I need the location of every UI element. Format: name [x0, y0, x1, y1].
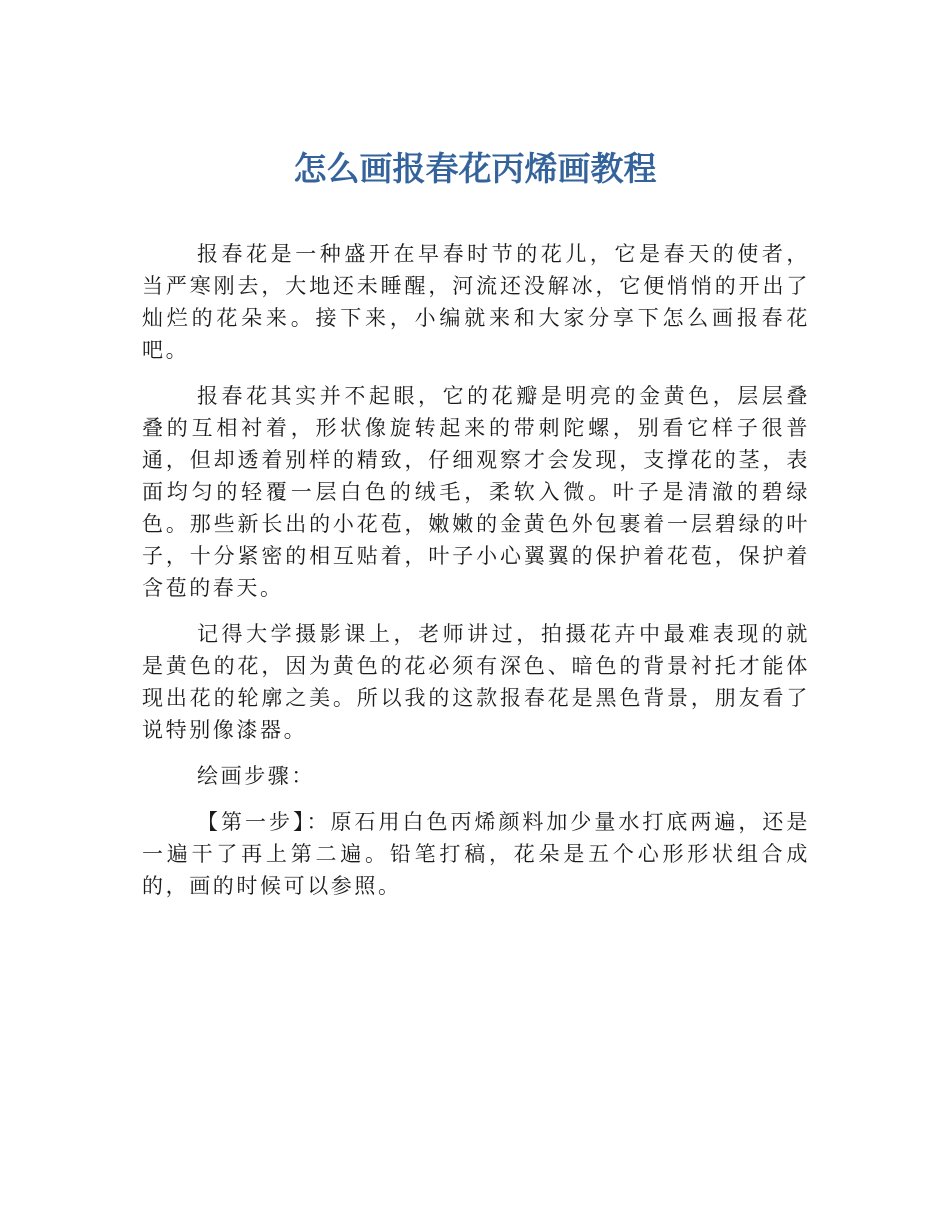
paragraph-step-one: 【第一步】：原石用白色丙烯颜料加少量水打底两遍，还是一遍干了再上第二遍。铅笔打稿，花朵是五个心形形状组合成的，画的时候可以参照。	[142, 810, 810, 898]
paragraph-steps-heading: 绘画步骤：	[197, 764, 315, 788]
document-title: 怎么画报春花丙烯画教程	[293, 149, 657, 188]
paragraph-intro: 报春花是一种盛开在早春时节的花儿，它是春天的使者，当严寒刚去，大地还未睡醒，河流还没解冰，它便悄悄的开出了灿烂的花朵来。接下来，小编就来和大家分享下怎么画报春花吧。	[142, 242, 810, 362]
paragraph-photography: 记得大学摄影课上，老师讲过，拍摄花卉中最难表现的就是黄色的花，因为黄色的花必须有深色、暗色的背景衬托才能体现出花的轮廓之美。所以我的这款报春花是黑色背景，朋友看了说特别像漆器。	[142, 622, 810, 742]
document-body	[142, 238, 810, 916]
paragraph-description: 报春花其实并不起眼，它的花瓣是明亮的金黄色，层层叠叠的互相衬着，形状像旋转起来的带刺陀螺，别看它样子很普通，但却透着别样的精致，仔细观察才会发现，支撑花的茎，表面均匀的轻覆一层白色的绒毛，柔软入微。叶子是清澈的碧绿色。那些新长出的小花苞，嫩嫩的金黄色外包裹着一层碧绿的叶子，十分紧密的相互贴着，叶子小心翼翼的保护着花苞，保护着含苞的春天。	[142, 384, 810, 600]
